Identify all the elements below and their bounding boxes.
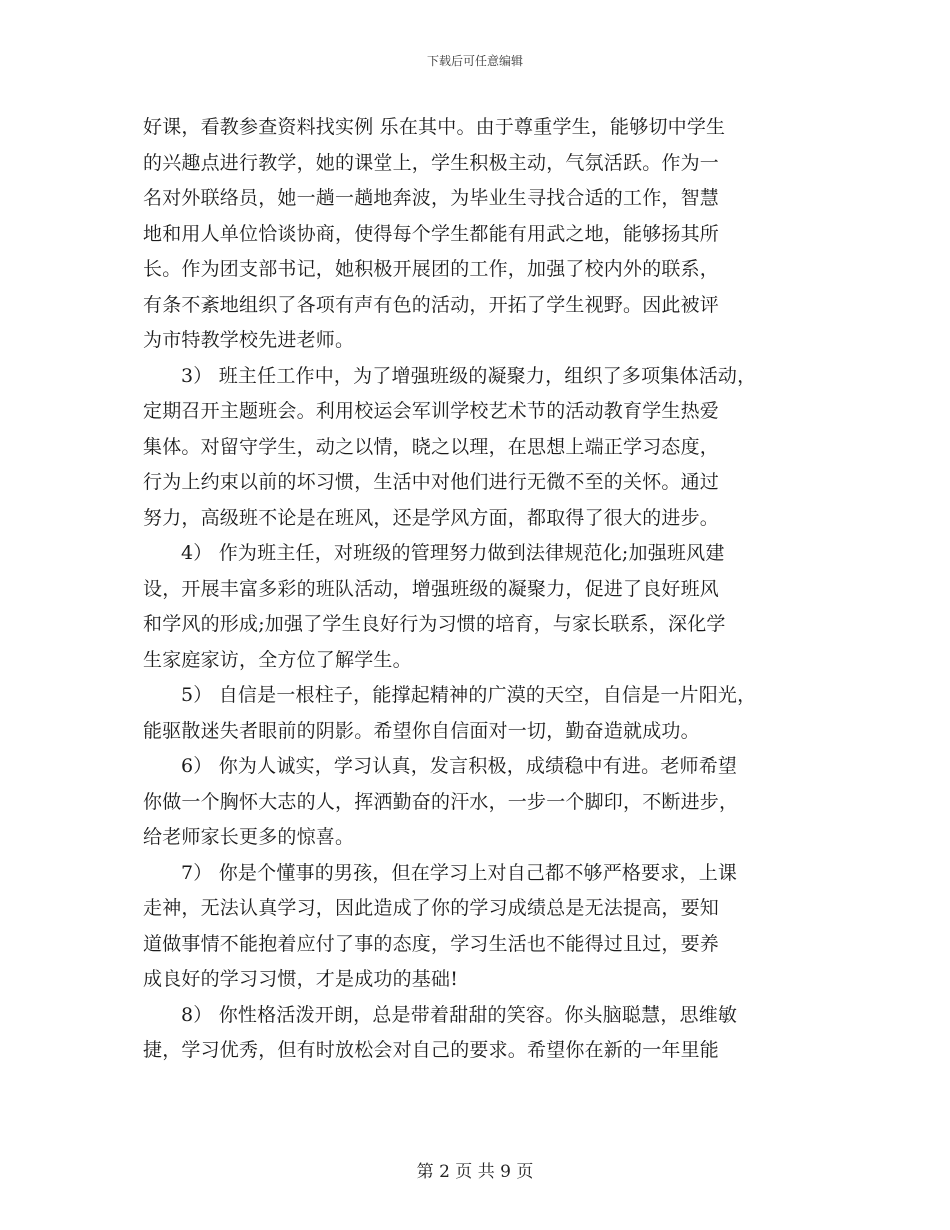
paragraph-item-5 [143,678,813,749]
text-line: 7） 你是个懂事的男孩，但在学习上对自己都不够严格要求，上课 [181,861,738,884]
text-line: 的兴趣点进行教学，她的课堂上，学生积极主动，气氛活跃。作为一 [143,151,720,174]
text-line: 有条不紊地组织了各项有声有色的活动，开拓了学生视野。因此被评 [143,293,720,316]
text-line: 集体。对留守学生，动之以情，晓之以理，在思想上端正学习态度， [143,435,720,458]
text-line: 为市特教学校先进老师。 [143,329,355,351]
text-line: 设，开展丰富多彩的班队活动，增强班级的凝聚力，促进了良好班风 [143,577,720,600]
text-line: 生家庭家访，全方位了解学生。 [143,648,412,671]
text-line: 地和用人单位恰谈协商，使得每个学生都能有用武之地，能够扬其所 [143,222,720,245]
paragraph-item-6 [143,749,813,856]
page-number-footer: 第 2 页 共 9 页 [416,1162,534,1182]
text-line: 和学风的形成;加强了学生良好行为习惯的培育，与家长联系，深化学 [143,613,726,635]
text-line: 4） 作为班主任，对班级的管理努力做到法律规范化;加强班风建 [181,542,725,564]
text-line: 成良好的学习习惯，才是成功的基础! [143,968,459,990]
text-line: 定期召开主题班会。利用校运会军训学校艺术节的活动教育学生热爱 [143,400,720,422]
text-line: 走神，无法认真学习，因此造成了你的学习成绩总是无法提高，要知 [143,897,720,919]
text-line: 长。作为团支部书记，她积极开展团的工作，加强了校内外的联系， [143,258,720,280]
text-line: 能驱散迷失者眼前的阴影。希望你自信面对一切，勤奋造就成功。 [143,719,700,742]
text-line: 8） 你性格活泼开朗，总是带着甜甜的笑容。你头脑聪慧，思维敏 [181,1003,738,1026]
text-line: 6） 你为人诚实，学习认真，发言积极，成绩稳中有进。老师希望 [181,755,738,777]
text-line: 努力，高级班不论是在班风，还是学风方面，都取得了很大的进步。 [143,506,720,529]
text-line: 给老师家长更多的惊喜。 [143,826,355,848]
text-line: 名对外联络员，她一趟一趟地奔波，为毕业生寻找合适的工作，智慧 [143,187,720,209]
text-line: 5） 自信是一根柱子，能撑起精神的广漠的天空，自信是一片阳光， [181,684,757,706]
document-body [143,110,813,1069]
text-line: 捷，学习优秀，但有时放松会对自己的要求。希望你在新的一年里能 [143,1039,720,1061]
text-line: 3） 班主任工作中，为了增强班级的凝聚力，组织了多项集体活动， [181,364,757,387]
paragraph-item-4 [143,536,813,678]
paragraph-item-3 [143,359,813,537]
page-header: 下载后可任意编辑 [426,54,523,68]
paragraph-item-8 [143,998,813,1069]
text-line: 你做一个胸怀大志的人，挥洒勤奋的汗水，一步一个脚印，不断进步， [143,790,739,813]
text-line: 行为上约束以前的坏习惯，生活中对他们进行无微不至的关怀。通过 [143,471,720,493]
text-line: 道做事情不能抱着应付了事的态度，学习生活也不能得过且过，要养 [143,932,720,955]
paragraph-1 [143,110,813,359]
text-line: 好课，看教参查资料找实例 乐在其中。由于尊重学生，能够切中学生 [143,116,726,138]
paragraph-item-7 [143,856,813,998]
